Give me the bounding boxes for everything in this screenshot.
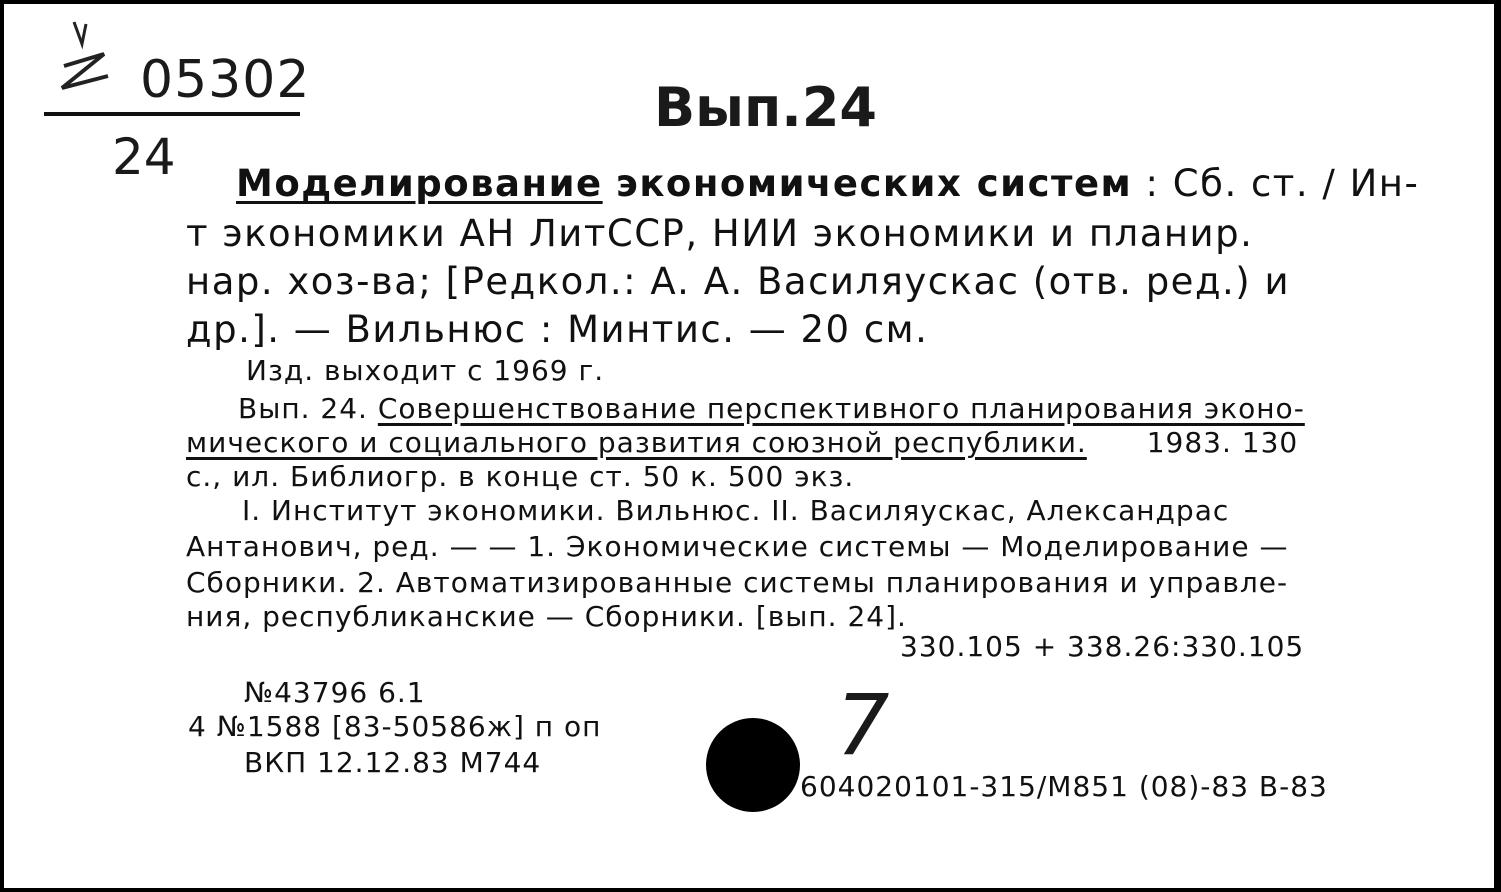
tracing-line-1: I. Институт экономики. Вильнюс. II. Василяускас, Александрас (242, 494, 1230, 527)
issue-title-1: Совершенствование перспективного планирования эконо- (377, 392, 1305, 425)
entry-line-4: др.]. — Вильнюс : Минтис. — 20 см. (186, 308, 929, 351)
order-number: №43796 6.1 (244, 676, 426, 709)
issue-line-1 (238, 392, 1305, 425)
vkp-line: ВКП 12.12.83 М744 (244, 746, 542, 779)
tracing-line-4: ния, республиканские — Сборники. [вып. 24]. (186, 600, 907, 633)
issue-title-2: мического и социального развития союзной республики. (186, 426, 1087, 459)
publication-note: Изд. выходит с 1969 г. (246, 354, 605, 387)
call-number-underline (44, 112, 300, 116)
entry-line-1 (236, 162, 1419, 205)
handwritten-mark: 7 (836, 676, 890, 774)
volume-number: 24 (112, 128, 176, 186)
vyp-stamp: Вып.24 (654, 76, 877, 139)
punch-hole (706, 718, 800, 812)
issue-prefix: Вып. 24. (238, 392, 378, 425)
handwritten-z-mark (52, 14, 142, 104)
tracing-line-3: Сборники. 2. Автоматизированные системы планирования и управле- (186, 566, 1289, 599)
title-bold-1: Моделирование (236, 162, 603, 205)
title-bold-2: экономических систем (615, 162, 1133, 205)
print-line: 4 №1588 [83-50586ж] п оп (188, 710, 602, 743)
title-rest: : Сб. ст. / Ин- (1132, 162, 1420, 205)
issue-line-3: с., ил. Библиогр. в конце ст. 50 к. 500 экз. (186, 460, 855, 493)
entry-line-2: т экономики АН ЛитССР, НИИ экономики и планир. (186, 212, 1254, 255)
entry-line-3: нар. хоз-ва; [Редкол.: А. А. Василяускас (отв. ред.) и (186, 260, 1291, 303)
udc-classification: 330.105 + 338.26:330.105 (900, 630, 1305, 663)
issue-line-2 (186, 426, 1298, 459)
catalog-card (4, 4, 1494, 888)
call-number: 05302 (140, 50, 311, 110)
footer-code: 604020101-315/М851 (08)-83 В-83 (800, 770, 1328, 803)
issue-year-pages: 1983. 130 (1146, 426, 1299, 459)
tracing-line-2: Антанович, ред. — — 1. Экономические системы — Моделирование — (186, 530, 1289, 563)
